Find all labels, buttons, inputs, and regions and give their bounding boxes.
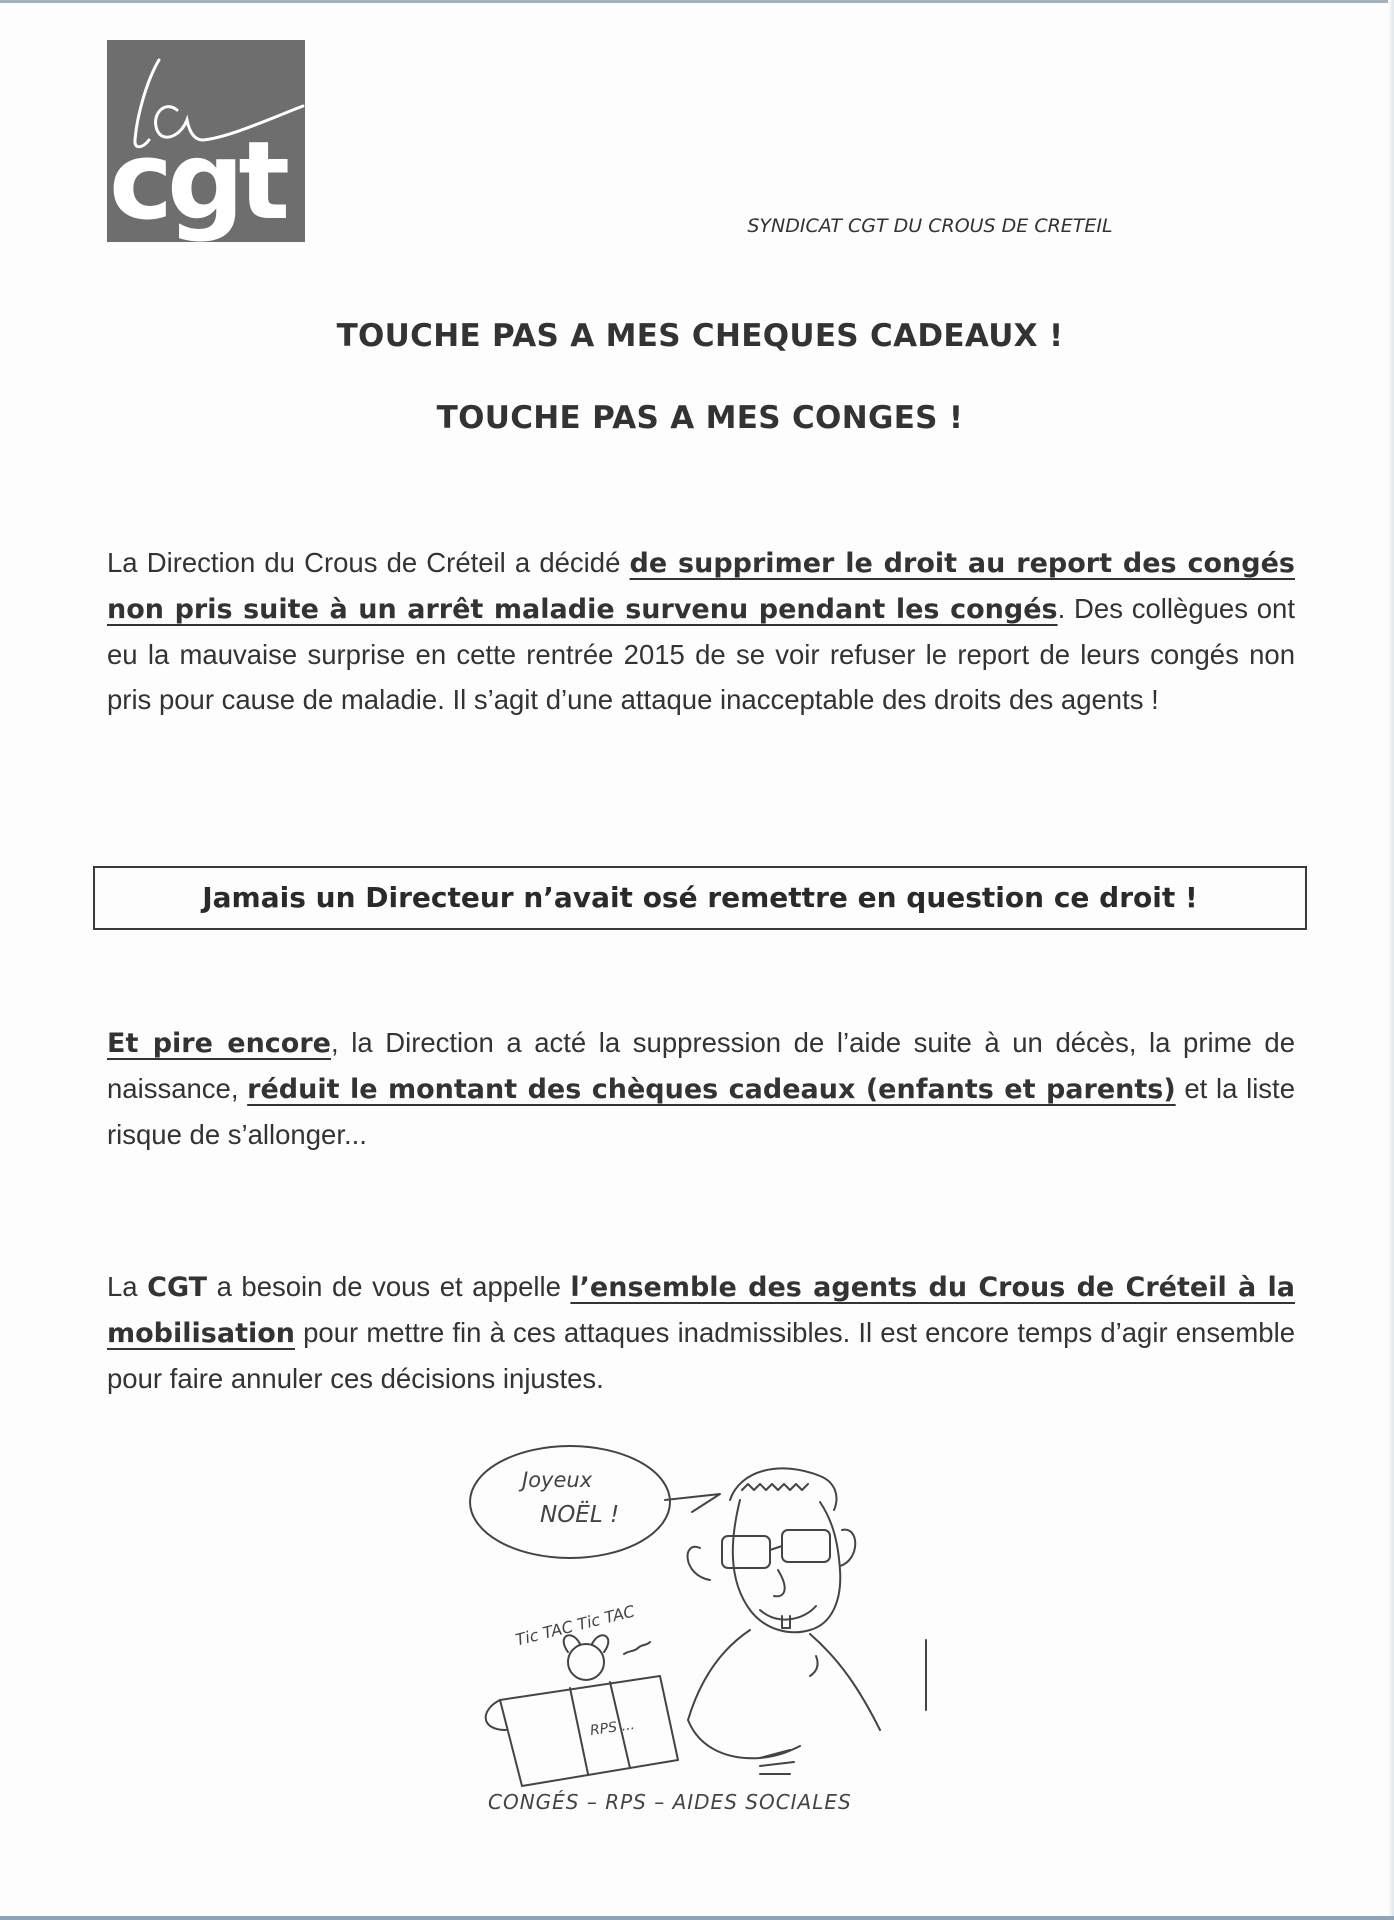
tic-tac-text: Tic TAC Tic TAC — [513, 1601, 637, 1650]
gift-box — [500, 1676, 678, 1786]
callout-box: Jamais un Directeur n’avait osé remettre en question ce droit ! — [93, 866, 1307, 930]
scan-edge-bottom — [0, 1916, 1394, 1920]
gift-box-label: RPS ... — [589, 1716, 636, 1740]
headline-conges: TOUCHE PAS A MES CONGES ! — [436, 400, 964, 436]
para1-intro: La Direction du Crous de Créteil a décidé — [107, 547, 630, 578]
para1-emphasis: de supprimer le droit au report des congés non pris suite à un arrêt maladie survenu pendant les congés — [107, 548, 1295, 625]
para3-emphasis: l’ensemble des agents du Crous de Créteil à la mobilisation — [107, 1272, 1295, 1349]
para2-emphasis-2: réduit le montant des chèques cadeaux (enfants et parents) — [247, 1074, 1176, 1105]
speech-tail — [665, 1494, 720, 1512]
para3-rest: pour mettre fin à ces attaques inadmissibles. Il est encore temps d’agir ensemble pour faire annuler ces décisions injustes. — [107, 1317, 1295, 1394]
left-ear — [688, 1547, 710, 1580]
para2-mid: , la Direction a acté la suppression de l’aide suite à un décès, la prime de naissance, — [107, 1027, 1296, 1104]
paragraph-pire-encore — [107, 1020, 1295, 1157]
head-outline — [733, 1500, 840, 1632]
para3-intro: La — [107, 1271, 148, 1302]
para3-mid: a besoin de vous et appelle — [207, 1271, 571, 1302]
para2-emphasis-1: Et pire encore — [107, 1028, 331, 1059]
para2-rest: et la liste risque de s’allonger... — [107, 1073, 1295, 1150]
headline-cheques: TOUCHE PAS A MES CHEQUES CADEAUX ! — [336, 318, 1064, 354]
bubble-text-line1: Joyeux — [522, 1468, 593, 1492]
paragraph-mobilisation — [107, 1264, 1295, 1401]
glasses-left — [722, 1536, 770, 1568]
para1-rest: . Des collègues ont eu la mauvaise surprise en cette rentrée 2015 de se voir refuser le report de leurs congés non pris pour cause de maladie. Il s’agit d’une attaque inacceptable des droits des agents ! — [107, 593, 1295, 715]
cgt-logo — [107, 40, 305, 242]
cartoon-caption: CONGÉS – RPS – AIDES SOCIALES — [488, 1790, 852, 1814]
alarm-clock — [568, 1644, 604, 1680]
glasses-right — [782, 1530, 830, 1562]
union-name: SYNDICAT CGT DU CROUS DE CRETEIL — [747, 215, 1113, 237]
scan-edge-top — [0, 0, 1394, 3]
bubble-text-line2: NOËL ! — [540, 1502, 620, 1528]
cartoon-drawing — [460, 1430, 980, 1830]
logo-brand-text: cgt — [109, 119, 284, 242]
para3-cgt: CGT — [147, 1272, 208, 1303]
right-ear — [840, 1530, 855, 1566]
paragraph-report-conges — [107, 540, 1295, 722]
scan-edge-right — [1388, 0, 1394, 1920]
